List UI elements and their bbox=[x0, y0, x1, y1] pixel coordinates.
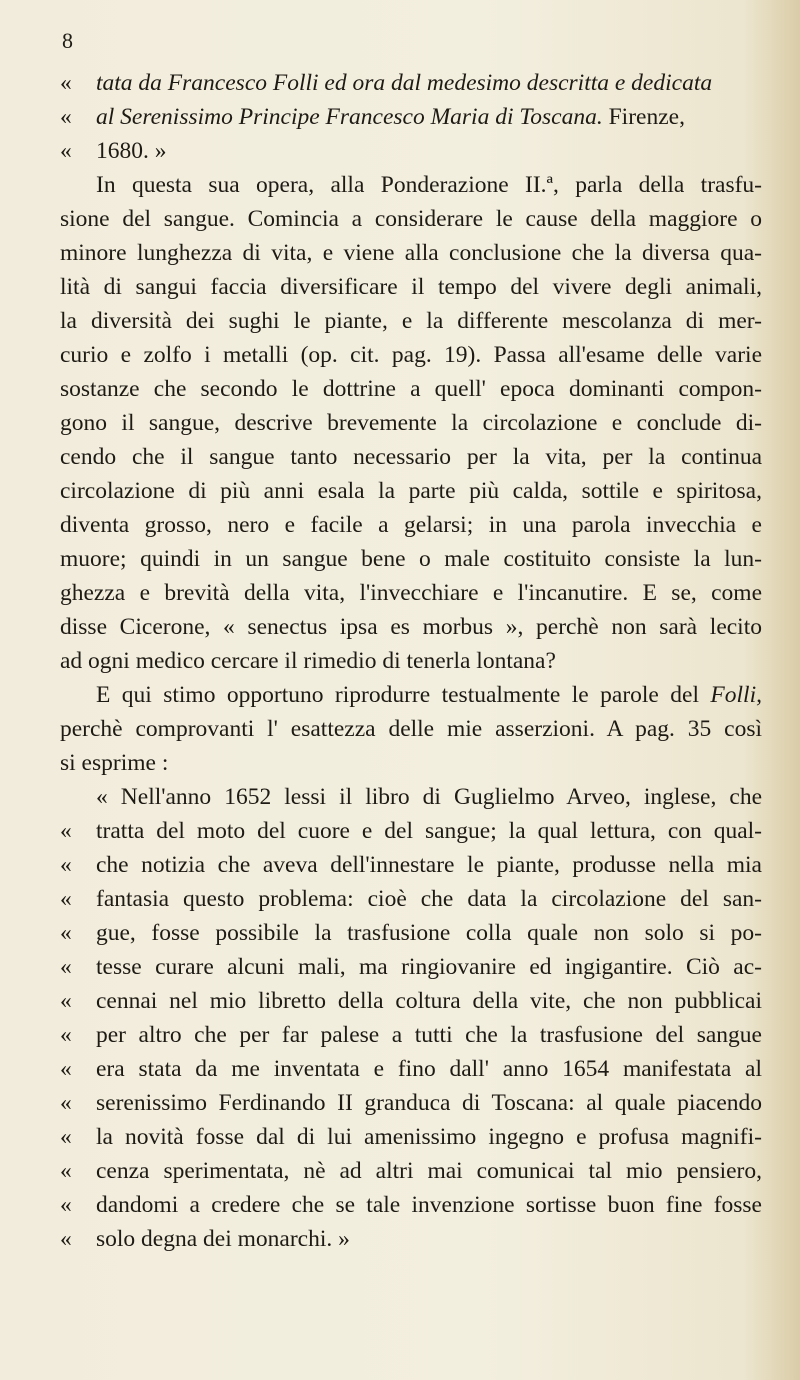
line-content bbox=[60, 274, 762, 300]
line-content bbox=[96, 682, 762, 708]
text-line bbox=[60, 338, 762, 372]
text-line bbox=[60, 1018, 762, 1052]
line-content bbox=[60, 648, 556, 674]
text-line bbox=[60, 440, 762, 474]
text-line bbox=[60, 610, 762, 644]
line-content bbox=[96, 138, 167, 164]
line-text: cendo che il sangue tanto necessario per la vita, per la continua bbox=[60, 444, 762, 470]
quote-mark: « bbox=[60, 1226, 72, 1252]
text-line bbox=[60, 236, 762, 270]
text-line bbox=[60, 542, 762, 576]
body-text bbox=[60, 66, 762, 1256]
quote-mark: « bbox=[60, 1192, 72, 1218]
line-content bbox=[96, 920, 762, 946]
line-text: la diversità dei sughi le piante, e la differente mescolanza di mer- bbox=[60, 308, 762, 334]
text-line bbox=[60, 1188, 762, 1222]
text-line bbox=[60, 134, 762, 168]
line-text: fantasia questo problema: cioè che data la circolazione del san- bbox=[96, 886, 762, 912]
text-line bbox=[60, 270, 762, 304]
line-content bbox=[60, 308, 762, 334]
text-line bbox=[60, 1222, 762, 1256]
text-line bbox=[60, 66, 762, 100]
line-text: In questa sua opera, alla Ponderazione II.ª, parla della trasfu- bbox=[96, 172, 762, 198]
line-text: lità di sangui faccia diversificare il tempo del vivere degli animali, bbox=[60, 274, 762, 300]
line-content bbox=[96, 1090, 762, 1116]
text-line bbox=[60, 950, 762, 984]
quote-mark: « bbox=[60, 1158, 72, 1184]
line-text: al Serenissimo Principe Francesco Maria di Toscana. bbox=[96, 104, 603, 130]
line-content bbox=[96, 1022, 762, 1048]
line-text: serenissimo Ferdinando II granduca di Toscana: al quale piacendo bbox=[96, 1090, 762, 1116]
text-line bbox=[60, 882, 762, 916]
text-line bbox=[60, 848, 762, 882]
line-text: curio e zolfo i metalli (op. cit. pag. 19). Passa all'esame delle varie bbox=[60, 342, 762, 368]
text-line bbox=[60, 474, 762, 508]
text-line bbox=[60, 372, 762, 406]
line-content bbox=[96, 886, 762, 912]
line-text: 1680. » bbox=[96, 138, 167, 164]
line-text: sostanze che secondo le dottrine a quell' epoca dominanti compon- bbox=[60, 376, 762, 402]
quote-mark: « bbox=[60, 1022, 72, 1048]
line-text: perchè comprovanti l' esattezza delle mie asserzioni. A pag. 35 così bbox=[60, 716, 762, 742]
text-line bbox=[60, 1086, 762, 1120]
line-text: cennai nel mio libretto della coltura della vite, che non pubblicai bbox=[96, 988, 762, 1014]
line-content bbox=[96, 104, 685, 130]
text-line bbox=[60, 508, 762, 542]
text-line bbox=[60, 576, 762, 610]
line-content bbox=[60, 614, 762, 640]
line-content bbox=[96, 852, 762, 878]
line-text: che notizia che aveva dell'innestare le piante, produsse nella mia bbox=[96, 852, 762, 878]
quote-mark: « bbox=[60, 1124, 72, 1150]
line-content bbox=[96, 1158, 762, 1184]
line-content bbox=[96, 954, 762, 980]
text-line bbox=[60, 100, 762, 134]
line-text: dandomi a credere che se tale invenzione sortisse buon fine fosse bbox=[96, 1192, 762, 1218]
line-content bbox=[96, 1056, 762, 1082]
line-text: gue, fosse possibile la trasfusione colla quale non solo si po- bbox=[96, 920, 762, 946]
quote-mark: « bbox=[60, 1090, 72, 1116]
line-text: diventa grosso, nero e facile a gelarsi; in una parola invecchia e bbox=[60, 512, 762, 538]
line-text: tata da Francesco Folli ed ora dal medesimo descritta e dedicata bbox=[96, 70, 713, 96]
line-tail: Folli, bbox=[699, 682, 762, 708]
text-line bbox=[60, 1052, 762, 1086]
line-content bbox=[60, 240, 762, 266]
line-text: tratta del moto del cuore e del sangue; la qual lettura, con qual- bbox=[96, 818, 762, 844]
text-line bbox=[60, 1120, 762, 1154]
line-tail: Firenze, bbox=[602, 104, 685, 130]
quote-mark: « bbox=[60, 138, 72, 164]
text-line bbox=[60, 168, 762, 202]
quote-mark: « bbox=[60, 70, 72, 96]
quote-mark: « bbox=[60, 886, 72, 912]
text-line bbox=[60, 712, 762, 746]
line-content bbox=[60, 512, 762, 538]
text-line bbox=[60, 746, 762, 780]
text-line bbox=[60, 644, 762, 678]
line-text: la novità fosse dal di lui amenissimo ingegno e profusa magnifi- bbox=[96, 1124, 762, 1150]
quote-mark: « bbox=[60, 818, 72, 844]
line-content bbox=[96, 1226, 350, 1252]
line-content bbox=[60, 206, 762, 232]
line-content bbox=[96, 1124, 762, 1150]
text-line bbox=[60, 814, 762, 848]
line-text: si esprime : bbox=[60, 750, 169, 776]
line-text: minore lunghezza di vita, e viene alla conclusione che la diversa qua- bbox=[60, 240, 762, 266]
line-text: muore; quindi in un sangue bene o male costituito consiste la lun- bbox=[60, 546, 762, 572]
line-text: era stata da me inventata e fino dall' anno 1654 manifestata al bbox=[96, 1056, 762, 1082]
line-content bbox=[60, 716, 762, 742]
line-content bbox=[96, 172, 762, 198]
line-text: solo degna dei monarchi. » bbox=[96, 1226, 350, 1252]
text-line bbox=[60, 780, 762, 814]
line-text: cenza sperimentata, nè ad altri mai comunicai tal mio pensiero, bbox=[96, 1158, 762, 1184]
line-text: circolazione di più anni esala la parte più calda, sottile e spiritosa, bbox=[60, 478, 762, 504]
quote-mark: « bbox=[60, 852, 72, 878]
line-text: « Nell'anno 1652 lessi il libro di Guglielmo Arveo, inglese, che bbox=[96, 784, 762, 810]
text-line bbox=[60, 916, 762, 950]
text-line bbox=[60, 984, 762, 1018]
line-content bbox=[60, 444, 762, 470]
line-content bbox=[60, 478, 762, 504]
quote-mark: « bbox=[60, 104, 72, 130]
line-text: sione del sangue. Comincia a considerare le cause della maggiore o bbox=[60, 206, 762, 232]
line-content bbox=[60, 750, 168, 776]
page-number: 8 bbox=[62, 28, 73, 53]
line-content bbox=[60, 410, 762, 436]
quote-mark: « bbox=[60, 954, 72, 980]
text-line bbox=[60, 202, 762, 236]
line-text: disse Cicerone, « senectus ipsa es morbus », perchè non sarà lecito bbox=[60, 614, 762, 640]
line-content bbox=[96, 818, 762, 844]
line-text: per altro che per far palese a tutti che la trasfusione del sangue bbox=[96, 1022, 762, 1048]
line-text: ad ogni medico cercare il rimedio di tenerla lontana? bbox=[60, 648, 556, 674]
quote-mark: « bbox=[60, 1056, 72, 1082]
quote-mark: « bbox=[60, 920, 72, 946]
line-content bbox=[60, 376, 762, 402]
line-content bbox=[60, 342, 762, 368]
line-content bbox=[96, 1192, 762, 1218]
quote-mark: « bbox=[60, 988, 72, 1014]
text-line bbox=[60, 406, 762, 440]
line-text: tesse curare alcuni mali, ma ringiovanire ed ingigantire. Ciò ac- bbox=[96, 954, 762, 980]
line-content bbox=[96, 784, 762, 810]
line-text: E qui stimo opportuno riprodurre testualmente le parole del bbox=[96, 682, 699, 708]
line-text: gono il sangue, descrive brevemente la circolazione e conclude di- bbox=[60, 410, 762, 436]
line-content bbox=[96, 70, 712, 96]
line-content bbox=[60, 546, 762, 572]
text-line bbox=[60, 678, 762, 712]
text-line bbox=[60, 1154, 762, 1188]
text-line bbox=[60, 304, 762, 338]
line-content bbox=[60, 580, 762, 606]
line-text: ghezza e brevità della vita, l'invecchiare e l'incanutire. E se, come bbox=[60, 580, 762, 606]
line-content bbox=[96, 988, 762, 1014]
